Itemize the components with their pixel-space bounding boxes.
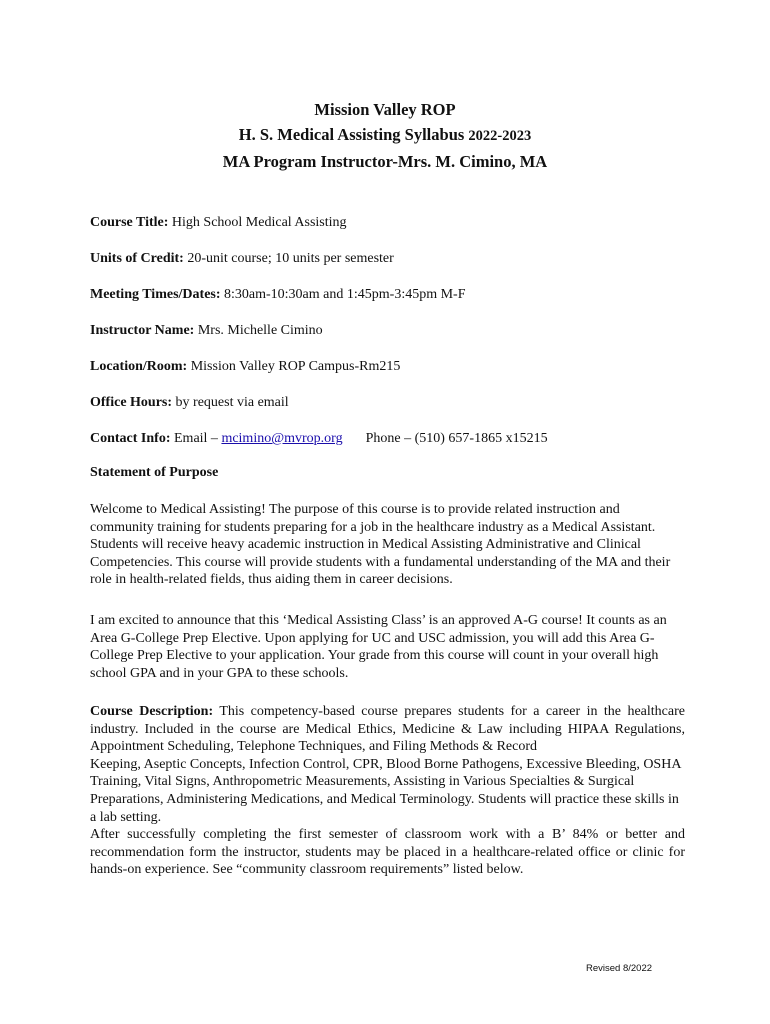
field-label: Contact Info: (90, 431, 171, 446)
field-label: Course Title: (90, 215, 169, 230)
course-description-text-1: This competency-based course prepares students for a career in the healthcare industry. Included in the course are Medical Ethics, Medicine & Law including HIPAA Regulations, Appointment Scheduling, Telephone Techniques, and Filing Methods & Record (90, 704, 685, 755)
field-value: 20-unit course; 10 units per semester (187, 251, 394, 266)
field-contact (90, 430, 548, 448)
field-value: by request via email (175, 395, 289, 410)
instructor-line: MA Program Instructor-Mrs. M. Cimino, MA (222, 152, 548, 171)
field-label: Units of Credit: (90, 251, 184, 266)
course-description-text-3: After successfully completing the first semester of classroom work with a B’ 84% or better and recommendation form the instructor, students may be placed in a healthcare-related office or clinic for hands-on experience. See “community classroom requirements” listed below. (90, 827, 685, 878)
email-link[interactable]: mcimino@mvrop.org (221, 431, 343, 446)
email-prefix: Email – (174, 431, 218, 446)
org-name: Mission Valley ROP (314, 100, 456, 119)
revision-note: Revised 8/2022 (586, 963, 653, 974)
field-course-title (90, 214, 347, 232)
course-description-label: Course Description: (90, 704, 214, 719)
syllabus-title-main: H. S. Medical Assisting Syllabus (238, 125, 465, 144)
syllabus-year: 2022-2023 (468, 128, 532, 144)
document-header (0, 97, 770, 174)
field-units (90, 250, 394, 268)
purpose-paragraph-2: I am excited to announce that this ‘Medical Assisting Class’ is an approved A-G course! It counts as an Area G-College Prep Elective. Upon applying for UC and USC admission, you will add this Area G-College Prep Elective to your application. Your grade from this course will count in your overall high school GPA and in your GPA to these schools. (90, 613, 667, 681)
field-value: 8:30am-10:30am and 1:45pm-3:45pm M-F (224, 287, 466, 302)
field-value: Mrs. Michelle Cimino (197, 323, 323, 338)
field-location (90, 358, 400, 376)
field-value: Mission Valley ROP Campus-Rm215 (190, 359, 401, 374)
field-value: High School Medical Assisting (171, 215, 347, 230)
field-label: Meeting Times/Dates: (90, 287, 221, 302)
field-label: Office Hours: (90, 395, 173, 410)
field-meeting-times (90, 286, 466, 304)
field-office-hours (90, 394, 289, 412)
field-label: Instructor Name: (90, 323, 195, 338)
purpose-paragraph-1: Welcome to Medical Assisting! The purpose of this course is to provide related instruction and community training for students preparing for a job in the healthcare industry as a Medical Assistant. Students will receive heavy academic instruction in Medical Assisting Administrative and Clinical Competencies. This course will provide students with a fundamental understanding of the MA and their role in health-related fields, thus aiding them in career decisions. (90, 502, 671, 588)
field-instructor (90, 322, 323, 340)
course-description-text-2: Keeping, Aseptic Concepts, Infection Control, CPR, Blood Borne Pathogens, Excessive Bleeding, OSHA Training, Vital Signs, Anthropometric Measurements, Assisting in Various Specialties & Surgical Preparations, Administering Medications, and Medical Terminology. Students will practice these skills in a lab setting. (90, 756, 681, 825)
phone-number: Phone – (510) 657-1865 x15215 (365, 431, 548, 446)
syllabus-title (0, 122, 770, 149)
course-description (90, 703, 685, 879)
field-label: Location/Room: (90, 359, 188, 374)
section-heading-purpose: Statement of Purpose (90, 465, 219, 480)
course-description-part-1 (90, 703, 685, 756)
